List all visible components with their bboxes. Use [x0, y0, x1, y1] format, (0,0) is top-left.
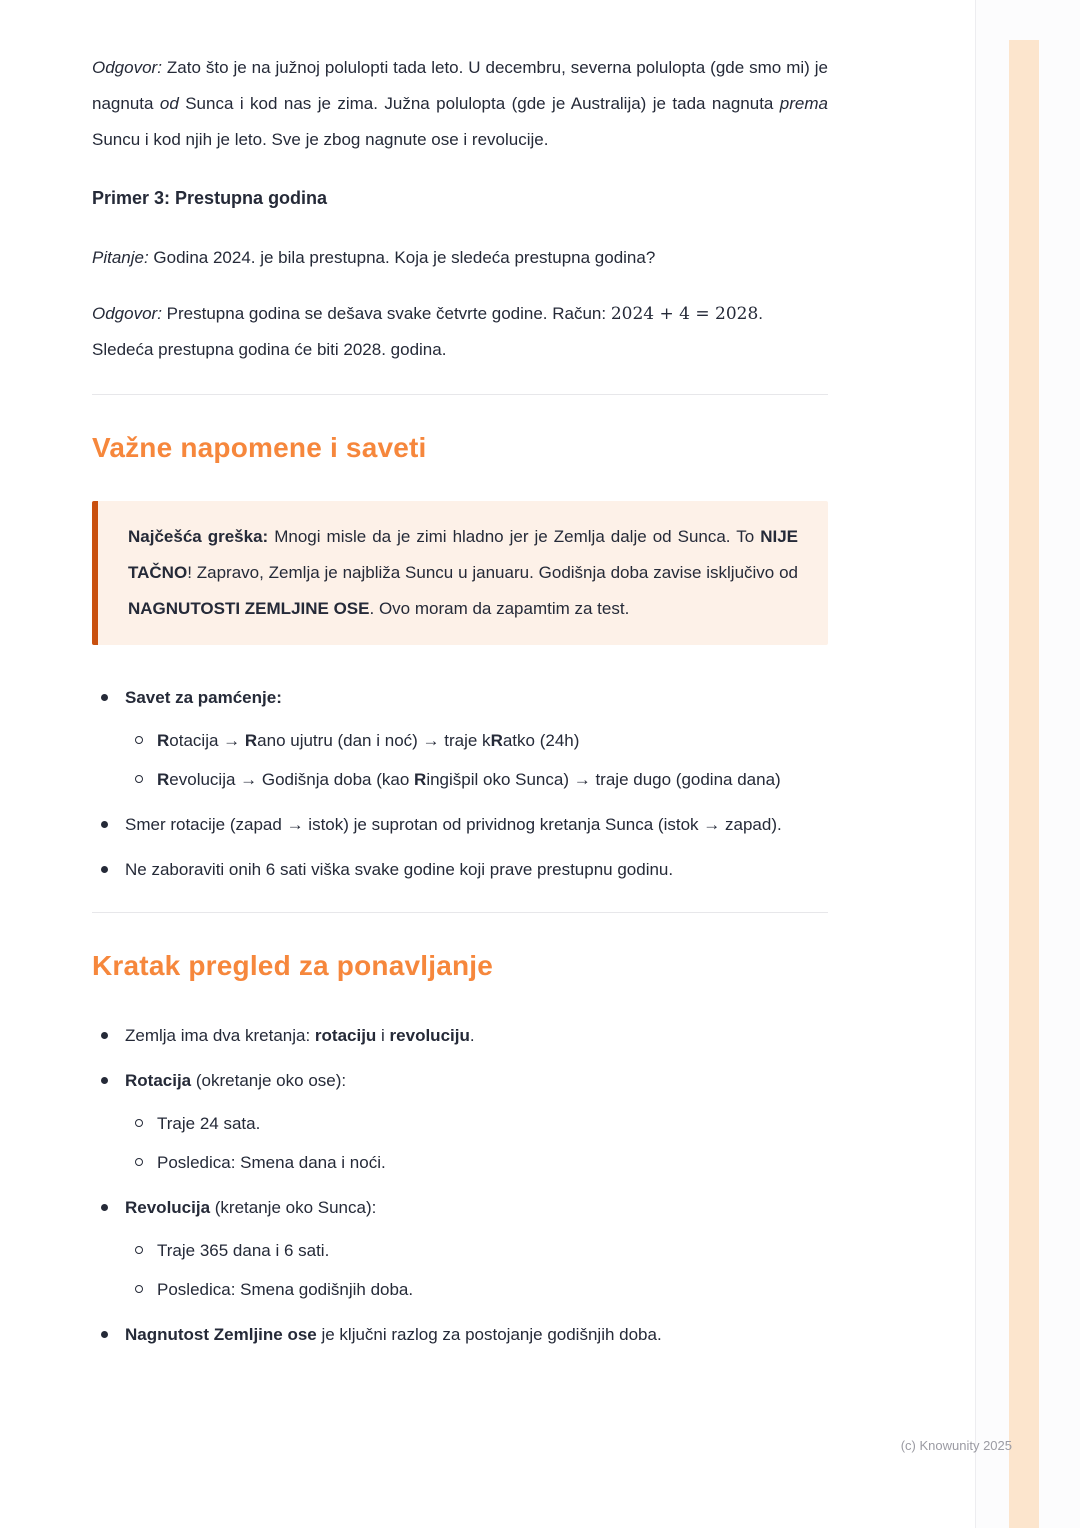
review-section-heading: Kratak pregled za ponavljanje	[92, 950, 494, 981]
copyright-footer: (c) Knowunity 2025	[900, 1438, 1012, 1453]
notes-section-heading: Važne napomene i saveti	[92, 432, 427, 463]
list-item-text: Smer rotacije (zapad → istok) je suprotan od prividnog kretanja Sunca (istok → zapad).	[125, 815, 782, 834]
list-item	[100, 808, 828, 841]
review-list	[100, 1019, 828, 1351]
sublist-item-text: Posledica: Smena dana i noći.	[157, 1153, 386, 1172]
common-mistake-callout: Najčešća greška: Mnogi misle da je zimi hladno jer je Zemlja dalje od Sunca. To NIJE TAČNO! Zapravo, Zemlja je najbliža Suncu u januaru. Godišnja doba zavise isključivo od NAGNUTOSTI ZEMLJINE OSE. Ovo moram da zapamtim za test.	[92, 501, 828, 645]
section-divider	[92, 394, 828, 395]
answer-paragraph-seasons: Odgovor: Zato što je na južnoj polulopti tada leto. U decembru, severna polulopta (gde smo mi) je nagnuta od Sunca i kod nas je zima. Južna polulopta (gde je Australija) je tada nagnuta prema Suncu i kod njih je leto. Sve je zbog nagnute ose i revolucije.	[92, 58, 828, 149]
tips-list	[100, 681, 828, 886]
example-3-heading: Primer 3: Prestupna godina	[92, 188, 328, 208]
sublist-item	[135, 724, 828, 757]
answer-paragraph-leap-year: Odgovor: Prestupna godina se dešava svake četvrte godine. Račun: 2024 + 4 = 2028. Sledeća prestupna godina će biti 2028. godina.	[92, 304, 764, 359]
sublist-item-text: Rotacija → Rano ujutru (dan i noć) → traje kRatko (24h)	[157, 731, 580, 750]
list-item-text: Savet za pamćenje:	[125, 688, 282, 707]
sublist-item	[135, 1107, 828, 1140]
list-item	[100, 1019, 828, 1052]
page-margin-rail	[975, 0, 1080, 1528]
document-content	[92, 0, 828, 1363]
sublist-item	[135, 763, 828, 796]
sublist-item	[135, 1146, 828, 1179]
review-sublist	[125, 1234, 828, 1306]
sublist-item-text: Traje 24 sata.	[157, 1114, 261, 1133]
list-item-text: Ne zaboraviti onih 6 sati viška svake godine koji prave prestupnu godinu.	[125, 860, 674, 879]
list-item	[100, 1064, 828, 1179]
list-item-text: Zemlja ima dva kretanja: rotaciju i revoluciju.	[125, 1026, 475, 1045]
question-paragraph-leap-year: Pitanje: Godina 2024. je bila prestupna. Koja je sledeća prestupna godina?	[92, 248, 656, 267]
list-item-text: Nagnutost Zemljine ose je ključni razlog za postojanje godišnjih doba.	[125, 1325, 662, 1344]
tips-sublist	[125, 724, 828, 796]
list-item	[100, 1318, 828, 1351]
section-divider	[92, 912, 828, 913]
list-item	[100, 681, 828, 796]
sublist-item-text: Revolucija → Godišnja doba (kao Ringišpil oko Sunca) → traje dugo (godina dana)	[157, 770, 781, 789]
sublist-item-text: Posledica: Smena godišnjih doba.	[157, 1280, 414, 1299]
sublist-item-text: Traje 365 dana i 6 sati.	[157, 1241, 330, 1260]
list-item-text: Revolucija (kretanje oko Sunca):	[125, 1198, 377, 1217]
sublist-item	[135, 1234, 828, 1267]
list-item-text: Rotacija (okretanje oko ose):	[125, 1071, 347, 1090]
review-sublist	[125, 1107, 828, 1179]
decorative-stripe	[1009, 40, 1039, 1528]
sublist-item	[135, 1273, 828, 1306]
list-item	[100, 1191, 828, 1306]
list-item	[100, 853, 828, 886]
